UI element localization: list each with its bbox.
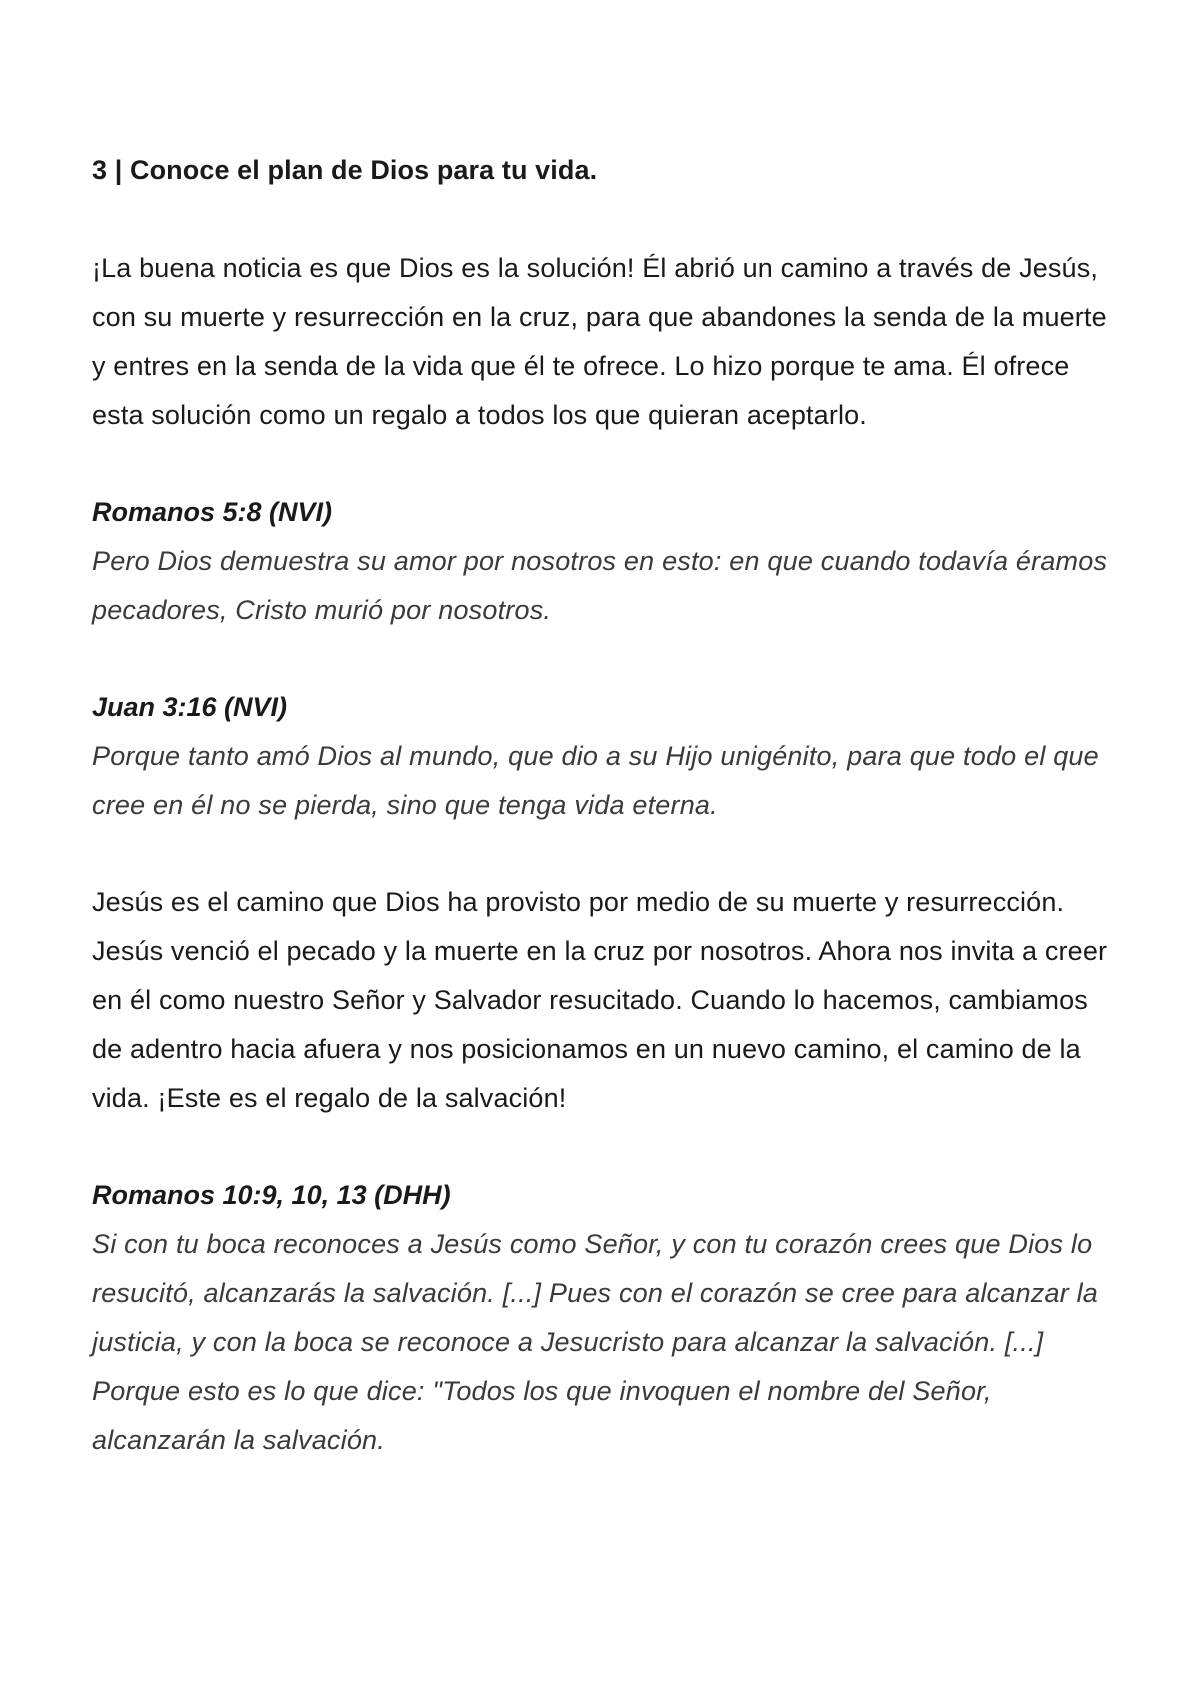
document-page <box>92 148 1122 1513</box>
verse-block-romanos-5-8 <box>92 488 1122 635</box>
verse-reference: Romanos 10:9, 10, 13 (DHH) <box>92 1180 451 1210</box>
body-paragraph: Jesús es el camino que Dios ha provisto por medio de su muerte y resurrección. Jesús venció el pecado y la muerte en la cruz por nosotros. Ahora nos invita a creer en él como nuestro Señor y Salvador resucitado. Cuando lo hacemos, cambiamos de adentro hacia afuera y nos posicionamos en un nuevo camino, el camino de la vida. ¡Este es el regalo de la salvación! <box>92 887 1108 1113</box>
verse-reference: Romanos 5:8 (NVI) <box>92 497 333 527</box>
verse-text: Pero Dios demuestra su amor por nosotros en esto: en que cuando todavía éramos pecadores, Cristo murió por nosotros. <box>92 546 1108 625</box>
verse-text: Si con tu boca reconoces a Jesús como Señor, y con tu corazón crees que Dios lo resucitó, alcanzarás la salvación. [...] Pues con el corazón se cree para alcanzar la justicia, y con la boca se reconoce a Jesucristo para alcanzar la salvación. [...] Porque esto es lo que dice: "Todos los que invoquen el nombre del Señor, alcanzarán la salvación. <box>92 1229 1099 1455</box>
verse-reference: Juan 3:16 (NVI) <box>92 692 288 722</box>
intro-paragraph: ¡La buena noticia es que Dios es la solución! Él abrió un camino a través de Jesús, con su muerte y resurrección en la cruz, para que abandones la senda de la muerte y entres en la senda de la vida que él te ofrece. Lo hizo porque te ama. Él ofrece esta solución como un regalo a todos los que quieran aceptarlo. <box>92 253 1107 430</box>
verse-block-juan-3-16 <box>92 683 1122 830</box>
section-heading: 3 | Conoce el plan de Dios para tu vida. <box>92 155 598 185</box>
verse-text: Porque tanto amó Dios al mundo, que dio a su Hijo unigénito, para que todo el que cree en él no se pierda, sino que tenga vida eterna. <box>92 741 1099 820</box>
verse-block-romanos-10 <box>92 1171 1122 1465</box>
